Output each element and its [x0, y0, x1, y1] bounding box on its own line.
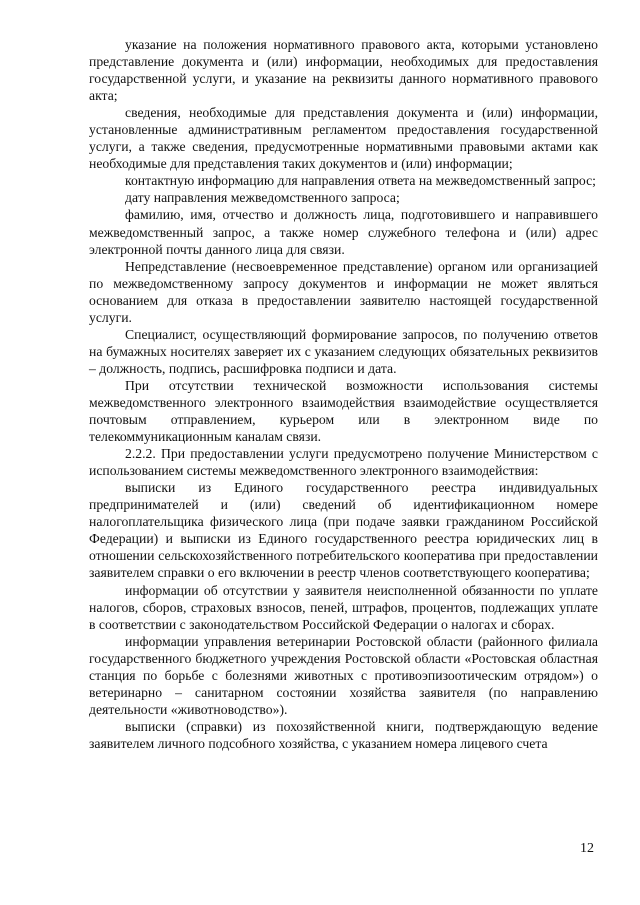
paragraph-tax-obligations: информации об отсутствии у заявителя неисполненной обязанности по уплате налогов, сборов, страховых взносов, пеней, штрафов, процентов, подлежащих уплате в соответствии с законодательством Российской Федерации о налогах и сборах.: [89, 582, 598, 632]
paragraph-non-submission: Непредставление (несвоевременное представление) органом или организацией по межведомственному запросу документов и информации не может являться основанием для отказа в предоставлении заявителю настоящей государственной услуги.: [89, 258, 598, 325]
paragraph-veterinary-info: информации управления ветеринарии Ростовской области (районного филиала государственного бюджетного учреждения Ростовской области «Ростовская областная станция по борьбе с болезнями животных с противоэпизоотическим отрядом») о ветеринарно – санитарном состоянии хозяйства заявителя (по направлению деятельности «животноводство»).: [89, 633, 598, 717]
paragraph-request-date: дату направления межведомственного запроса;: [125, 190, 400, 206]
paragraph-registry-extracts: выписки из Единого государственного реестра индивидуальных предпринимателей и (или) сведений об идентификационном номере налогоплательщика физического лица (при подаче заявки гражданином Российской Федерации) и выписки из Единого государственного реестра юридических лиц в отношении сельскохозяйственного потребительского кооператива при предоставлении заявителем справки о его включении в реестр членов соответствующего кооператива;: [89, 480, 598, 581]
paragraph-contact-info: контактную информацию для направления ответа на межведомственный запрос;: [125, 173, 596, 189]
paragraph-no-technical-means: При отсутствии технической возможности использования системы межведомственного электронного взаимодействия взаимодействие осуществляется почтовым отправлением, курьером или в электронном виде по телекоммуникационным каналам связи.: [89, 377, 598, 445]
paragraph-responsible-person: фамилию, имя, отчество и должность лица, подготовившего и направившего межведомственный запрос, а также номер служебного телефона и (или) адрес электронной почты данного лица для связи.: [89, 207, 598, 257]
page-number: 12: [580, 841, 594, 856]
paragraph-household-book: выписки (справки) из похозяйственной книги, подтверждающую ведение заявителем личного подсобного хозяйства, с указанием номера лицевого счета: [89, 718, 598, 751]
document-body: [89, 36, 598, 752]
paragraph-legal-act-reference: указание на положения нормативного правового акта, которыми установлено представление документа и (или) информации, необходимых для предоставления государственной услуги, и указание на реквизиты данного нормативного правового акта;: [89, 37, 598, 104]
paragraph-required-information: сведения, необходимые для представления документа и (или) информации, установленные административным регламентом предоставления государственной услуги, а также сведения, предусмотренные нормативными правовыми актами как необходимые для представления таких документов и (или) информации;: [89, 105, 598, 172]
paragraph-section-2-2-2: 2.2.2. При предоставлении услуги предусмотрено получение Министерством с использованием системы межведомственного электронного взаимодействия:: [89, 446, 598, 479]
paragraph-paper-responses: Специалист, осуществляющий формирование запросов, по получению ответов на бумажных носителях заверяет их с указанием следующих обязательных реквизитов – должность, подпись, расшифровка подписи и дата.: [89, 326, 598, 376]
